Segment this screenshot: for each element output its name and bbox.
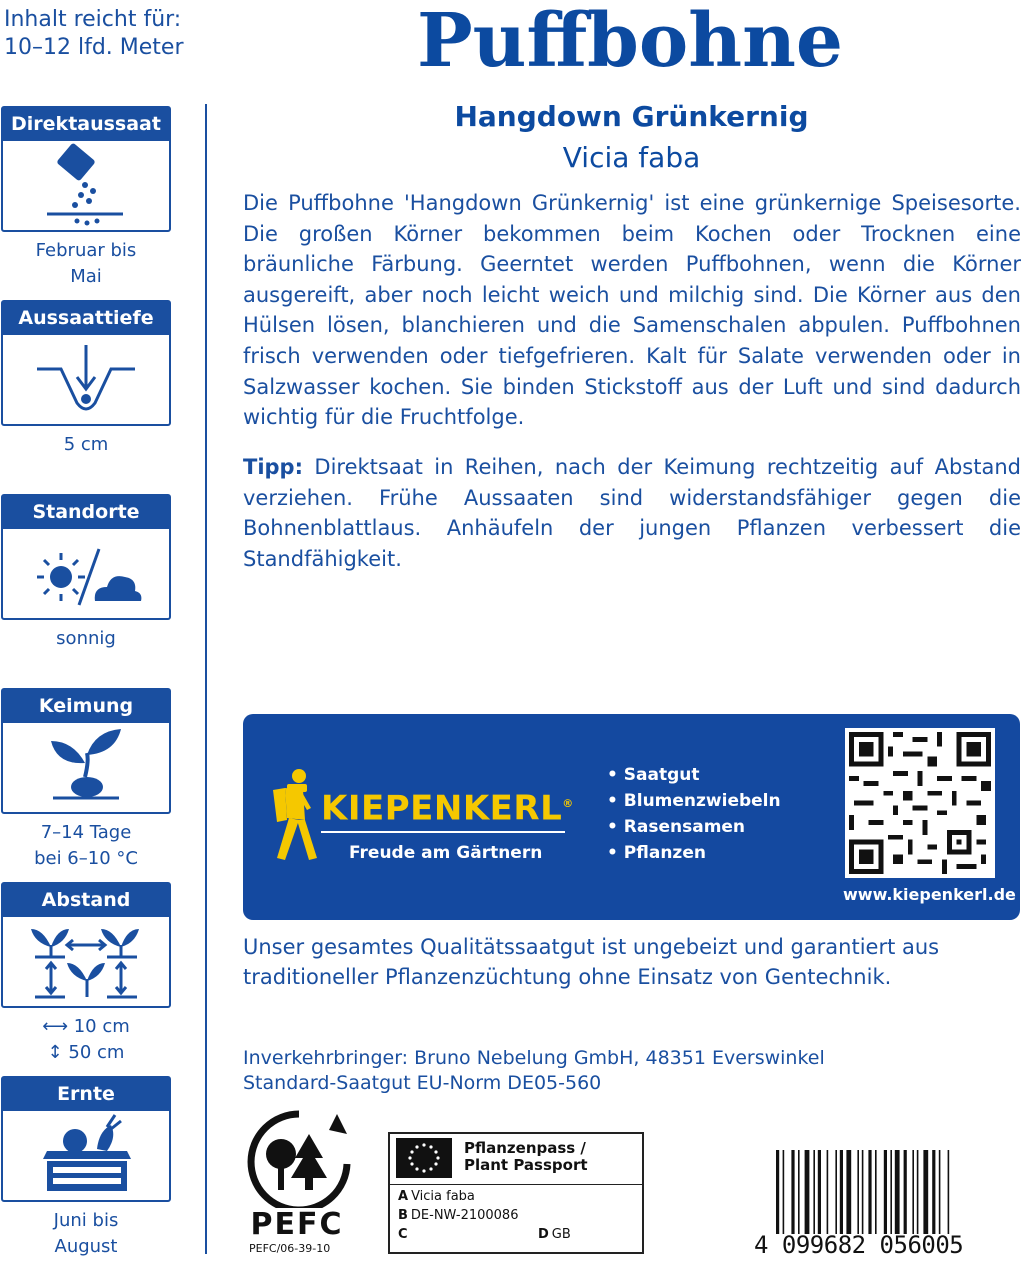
between-row-spacing-value: 50 cm [68, 1042, 125, 1063]
field-b-value: DE-NW-2100086 [410, 1208, 519, 1223]
growing-tip [243, 452, 1021, 574]
pefc-code: PEFC/06-39-10 [249, 1242, 331, 1255]
germination-box [1, 688, 171, 814]
spacing-line-2 [1, 1040, 171, 1066]
passport-title-en: Plant Passport [464, 1156, 588, 1174]
location-value [1, 626, 171, 652]
registered-mark: ® [562, 797, 574, 810]
horizontal-arrow-icon: ⟷ [42, 1016, 68, 1037]
product-description: Die Puffbohne 'Hangdown Grünkernig' ist eine grünkernige Speisesorte. Die großen Körner bekommen beim Kochen oder Trocknen eine bräunliche Färbung. Geerntet werden Puffbohnen, wenn die Körner ausgereift, aber noch leicht weich und milchig sind. Die Körner aus den Hülsen lösen, blanchieren und die Samenschalen abpulen. Puffbohnen frisch verwenden oder tiefgefrieren. Kalt für Salate verwenden oder in Salzwasser kochen. Sie binden Stickstoff aus der Luft und sind dadurch wichtig für die Fruchtfolge. [243, 191, 1021, 430]
product-title: Puffbohne [417, 0, 843, 84]
sun-cloud-icon [3, 529, 169, 618]
sowing-period-line-1: Februar bis [35, 240, 137, 261]
passport-title [464, 1140, 588, 1174]
barcode-bar [776, 1150, 779, 1234]
germination-value [1, 820, 171, 872]
quality-statement: Unser gesamtes Qualitätssaatgut ist ungebeizt und garantiert aus traditioneller Pflanzenzüchtung ohne Einsatz von Gentechnik. [243, 935, 940, 989]
eu-flag-icon [396, 1138, 452, 1178]
tip-label: Tipp: [243, 455, 303, 479]
barcode-bar [840, 1150, 843, 1234]
coverage-line-2: 10–12 lfd. Meter [4, 35, 184, 60]
barcode-bar [917, 1150, 919, 1234]
pefc-logo [243, 1108, 353, 1258]
barcode-bar [875, 1150, 877, 1234]
barcode-bar [835, 1150, 837, 1234]
barcode-digits: 4 099682 056005 [754, 1231, 964, 1259]
sowing-depth-line-1: 5 cm [63, 434, 109, 455]
product-category-item: • Saatgut [607, 765, 700, 785]
depth-heading: Aussaattiefe [3, 302, 169, 335]
harvest-line-1: Juni bis [53, 1210, 119, 1231]
brand-tagline: Freude am Gärtnern [349, 843, 543, 863]
distributor-info [243, 1046, 943, 1096]
harvest-line-2: August [54, 1236, 118, 1257]
brand-banner [243, 714, 1020, 920]
spacing-box [1, 882, 171, 1008]
location-heading: Standorte [3, 496, 169, 529]
kiepenkerl-walker-logo [265, 764, 325, 864]
field-a-value: Vicia faba [411, 1189, 475, 1204]
product-category-item: • Blumenzwiebeln [607, 791, 781, 811]
spacing-value [1, 1014, 171, 1066]
harvest-period [1, 1208, 171, 1260]
barcode-bar [884, 1150, 887, 1234]
coverage-line-1: Inhalt reicht für: [4, 7, 182, 32]
barcode-bar [791, 1150, 794, 1234]
passport-field-c [398, 1227, 411, 1243]
plant-spacing-icon [3, 917, 169, 1006]
coverage-info [4, 6, 204, 62]
barcode-bar [868, 1150, 871, 1234]
barcode-bar [846, 1150, 851, 1234]
barcode-bar [912, 1150, 914, 1234]
product-latin-name: Vicia faba [562, 141, 701, 174]
product-category-item: • Pflanzen [607, 843, 706, 863]
brand-underline [321, 831, 565, 833]
pefc-tree-icon [243, 1108, 353, 1208]
barcode-bar [904, 1150, 907, 1234]
seed-packet-sowing-icon [3, 141, 169, 230]
sowing-box [1, 106, 171, 232]
field-d-value: GB [551, 1227, 571, 1242]
seedling-icon [3, 723, 169, 812]
barcode-bar [932, 1150, 935, 1234]
product-variety: Hangdown Grünkernig [454, 100, 809, 133]
qr-code-pattern [849, 732, 991, 874]
barcode-bar [948, 1150, 950, 1234]
tip-text: Direktsaat in Reihen, nach der Keimung rechtzeitig auf Abstand verziehen. Frühe Aussaaten sind widerstandsfähiger gegen die Bohnenblattlaus. Anhäufeln der jungen Pflanzen verbessert die Standfähigkeit. [243, 455, 1021, 571]
sowing-period [1, 238, 171, 290]
barcode-bar [783, 1150, 785, 1234]
barcode-bar [798, 1150, 800, 1234]
barcode-bar [827, 1150, 829, 1234]
harvest-heading: Ernte [3, 1078, 169, 1111]
brand-url[interactable]: www.kiepenkerl.de [843, 885, 1016, 904]
barcode-bar [895, 1150, 900, 1234]
passport-field-d [538, 1227, 571, 1243]
ean-barcode [754, 1150, 1006, 1234]
plant-passport [388, 1132, 644, 1254]
field-d-label: D [538, 1227, 549, 1242]
barcode-bar [813, 1150, 815, 1234]
barcode-bar [939, 1150, 941, 1234]
germination-heading: Keimung [3, 690, 169, 723]
field-a-label: A [398, 1189, 409, 1204]
brand-wordmark: KIEPENKERL [321, 788, 563, 829]
seed-standard-line: Standard-Saatgut EU-Norm DE05-560 [243, 1072, 602, 1094]
sowing-depth-value [1, 432, 171, 458]
distributor-line: Inverkehrbringer: Bruno Nebelung GmbH, 48351 Everswinkel [243, 1047, 825, 1069]
barcode-bar [890, 1150, 892, 1234]
passport-title-de: Pflanzenpass / [464, 1139, 586, 1157]
passport-field-a [398, 1189, 475, 1205]
vertical-arrow-icon: ↕ [47, 1042, 63, 1063]
pefc-wordmark: PEFC [250, 1207, 344, 1242]
barcode-bar [818, 1150, 821, 1234]
passport-separator [390, 1184, 642, 1185]
sowing-depth-icon [3, 335, 169, 424]
location-line-1: sonnig [56, 628, 116, 649]
barcode-bar [923, 1150, 928, 1234]
harvest-crate-icon [3, 1111, 169, 1200]
brand-name [321, 784, 574, 828]
depth-box [1, 300, 171, 426]
row-spacing-value: 10 cm [73, 1016, 130, 1037]
harvest-box [1, 1076, 171, 1202]
barcode-bar [805, 1150, 810, 1234]
spacing-heading: Abstand [3, 884, 169, 917]
germination-line-1: 7–14 Tage [40, 822, 132, 843]
location-box [1, 494, 171, 620]
product-categories [607, 762, 781, 866]
spacing-line-1 [1, 1014, 171, 1040]
qr-code[interactable] [845, 728, 995, 878]
sowing-period-line-2: Mai [70, 266, 102, 287]
sidebar-divider [205, 104, 207, 1254]
germination-line-2: bei 6–10 °C [34, 848, 138, 869]
barcode-bar [857, 1150, 859, 1234]
barcode-bar [862, 1150, 864, 1234]
product-category-item: • Rasensamen [607, 817, 746, 837]
field-b-label: B [398, 1208, 408, 1223]
passport-field-b [398, 1208, 518, 1224]
sowing-heading: Direktaussaat [3, 108, 169, 141]
field-c-label: C [398, 1227, 408, 1242]
